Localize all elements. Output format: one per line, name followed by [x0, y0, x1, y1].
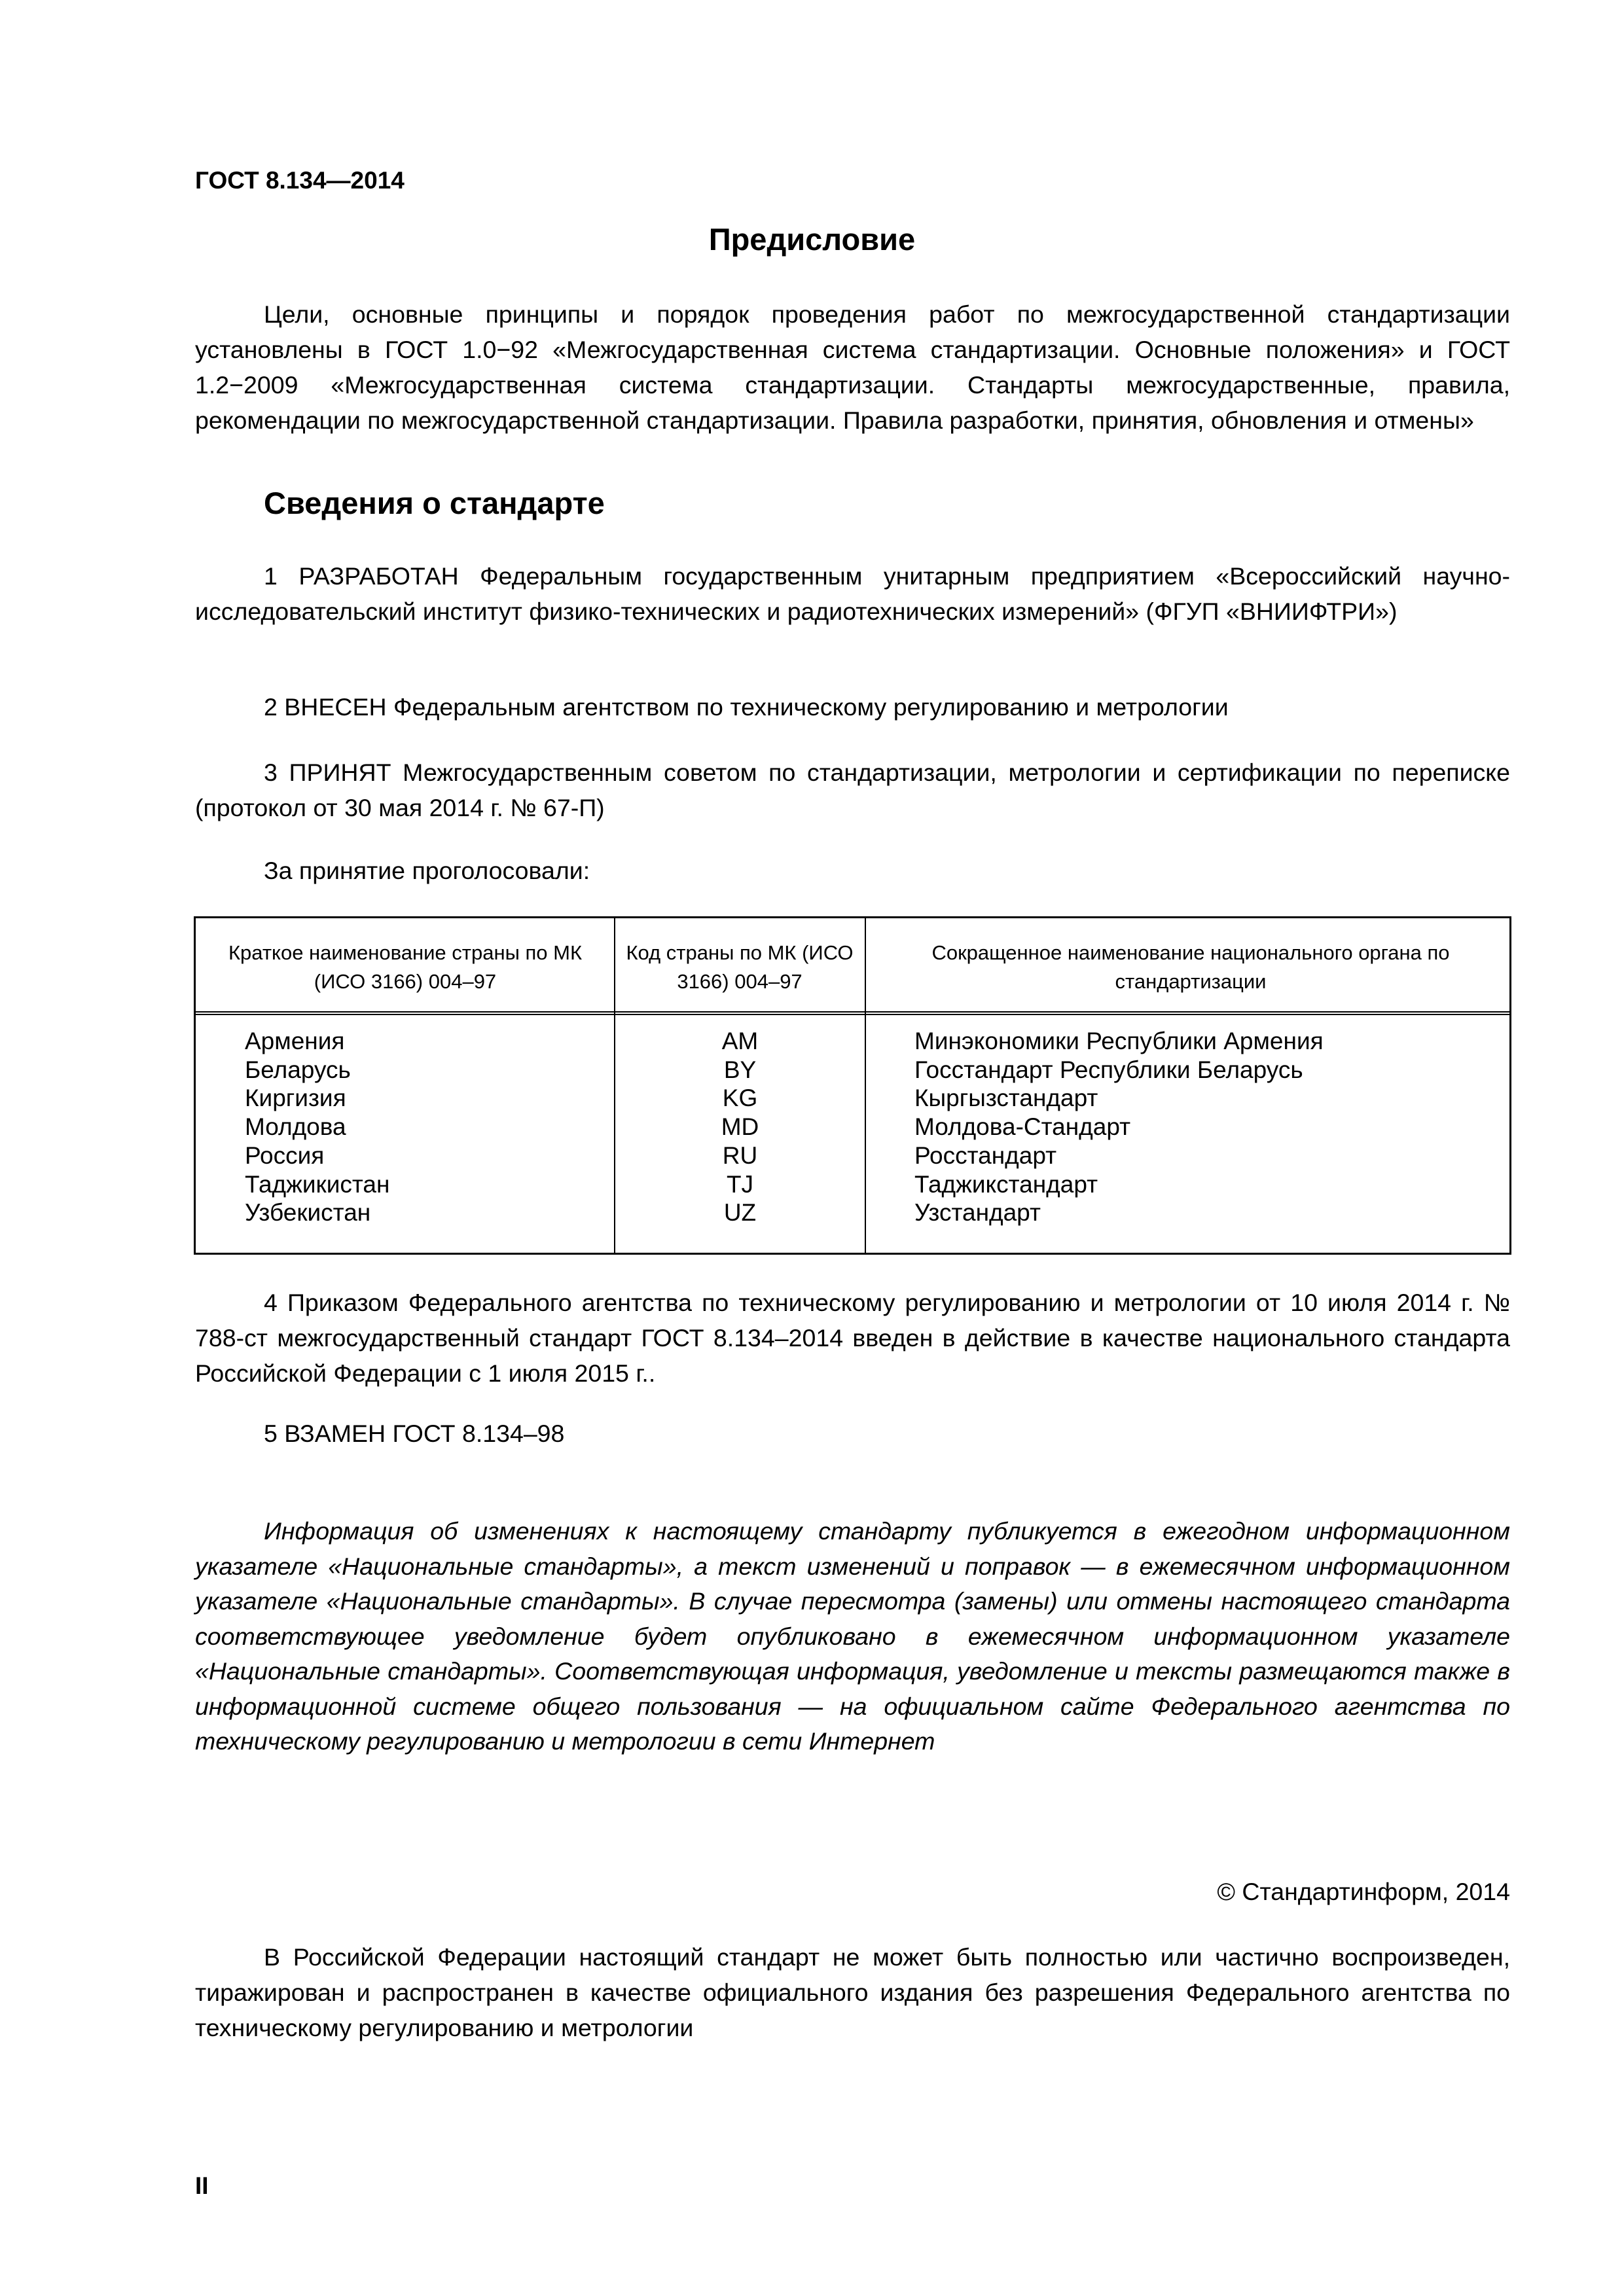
table-header-country: Краткое наименование страны по МК (ИСО 3166) 004–97	[228, 941, 583, 993]
table-cell-country: Молдова	[245, 1113, 346, 1141]
table-header-body: Сокращенное наименование национального органа по стандартизации	[931, 941, 1450, 993]
table-cell-body: Таджикстандарт	[914, 1170, 1098, 1198]
table-cell-country: Киргизия	[245, 1085, 346, 1112]
table-cell-country: Россия	[245, 1141, 325, 1169]
table-cell-body: Росстандарт	[914, 1141, 1057, 1169]
table-cell-code: TJ	[726, 1170, 754, 1198]
page-number: II	[195, 2172, 209, 2199]
table-cell-body: Минэкономики Республики Армения	[914, 1028, 1324, 1054]
table-cell-body: Узстандарт	[914, 1199, 1041, 1227]
table-cell-code: BY	[723, 1056, 757, 1083]
info-item-5: 5 ВЗАМЕН ГОСТ 8.134–98	[264, 1420, 565, 1447]
table-cell-code: UZ	[723, 1199, 757, 1227]
voting-table	[194, 916, 1511, 1255]
table-cell-country: Таджикистан	[245, 1170, 390, 1198]
reproduction-restriction: В Российской Федерации настоящий стандарт не может быть полностью или частично воспроизведен, тиражирован и распространен в качестве официального издания без разрешения Федерального агентства по техническому регулированию и метрологии	[195, 1943, 1510, 2041]
table-column-body	[914, 1027, 1324, 1227]
foreword-title: Предисловие	[708, 222, 916, 257]
table-column-country	[245, 1027, 389, 1227]
table-cell-body: Молдова-Стандарт	[914, 1113, 1131, 1141]
table-divider	[865, 918, 866, 1253]
table-cell-code: MD	[721, 1113, 759, 1141]
table-column-code	[615, 1027, 865, 1227]
standard-info-title: Сведения о стандарте	[264, 486, 605, 520]
vote-label: За принятие проголосовали:	[264, 857, 590, 884]
table-cell-country: Армения	[245, 1028, 345, 1054]
table-cell-body: Госстандарт Республики Беларусь	[914, 1056, 1303, 1083]
info-item-4: 4 Приказом Федерального агентства по техническому регулированию и метрологии от 10 июля 2014 г. № 788-ст межгосударственный стандарт ГОСТ 8.134–2014 введен в действие в качестве национального стандарта Российской Федерации с 1 июля 2015 г..	[195, 1289, 1510, 1387]
info-item-2: 2 ВНЕСЕН Федеральным агентством по техническому регулированию и метрологии	[264, 693, 1229, 721]
table-cell-code: RU	[722, 1141, 758, 1169]
table-cell-body: Кыргызстандарт	[914, 1085, 1098, 1112]
table-header-separator	[196, 1011, 1509, 1015]
info-item-3: 3 ПРИНЯТ Межгосударственным советом по стандартизации, метрологии и сертификации по переписке (протокол от 30 мая 2014 г. № 67-П)	[195, 759, 1510, 821]
foreword-text: Цели, основные принципы и порядок проведения работ по межгосударственной стандартизации установлены в ГОСТ 1.0−92 «Межгосударственная система стандартизации. Основные положения» и ГОСТ 1.2−2009 «Межгосударственная система стандартизации. Стандарты межгосударственные, правила, рекомендации по межгосударственной стандартизации. Правила разработки, принятия, обновления и отмены»	[195, 300, 1510, 434]
table-cell-country: Беларусь	[245, 1056, 351, 1083]
table-cell-code: KG	[722, 1085, 758, 1112]
info-item-1: 1 РАЗРАБОТАН Федеральным государственным унитарным предприятием «Всероссийский научно-исследовательский институт физико-технических и радиотехнических измерений» (ФГУП «ВНИИФТРИ»)	[195, 562, 1510, 625]
document-code: ГОСТ 8.134—2014	[195, 167, 405, 194]
table-cell-code: AM	[721, 1028, 759, 1054]
copyright: © Стандартинформ, 2014	[1217, 1878, 1510, 1905]
changes-notice: Информация об изменениях к настоящему стандарту публикуется в ежегодном информационном указателе «Национальные стандарты», а текст изменений и поправок — в ежемесячном информационном указателе «Национальные стандарты». В случае пересмотра (замены) или отмены настоящего стандарта соответствующее уведомление будет опубликовано в ежемесячном информационном указателе «Национальные стандарты». Соответствующая информация, уведомление и тексты размещаются также в информационной системе общего пользования — на официальном сайте Федерального агентства по техническому регулированию и метрологии в сети Интернет	[195, 1517, 1510, 1755]
table-header-code: Код страны по МК (ИСО 3166) 004–97	[626, 941, 854, 993]
table-cell-country: Узбекистан	[245, 1199, 371, 1227]
